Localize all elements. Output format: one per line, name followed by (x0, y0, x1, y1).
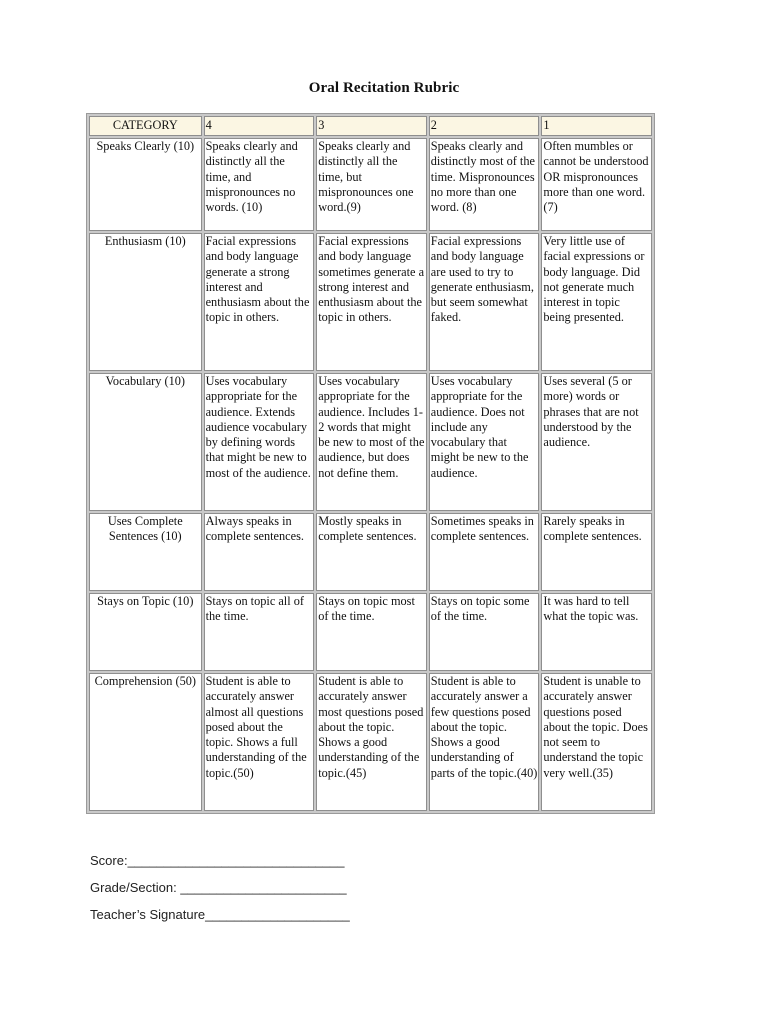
criteria-cell: Stays on topic some of the time. (429, 593, 540, 671)
table-row (89, 593, 652, 671)
criteria-cell: Speaks clearly and distinctly most of the time. Mispronounces no more than one word. (8) (429, 138, 540, 231)
criteria-cell: Facial expressions and body language generate a strong interest and enthusiasm about the topic in others. (204, 233, 315, 371)
criteria-cell: Always speaks in complete sentences. (204, 513, 315, 591)
table-header-row (89, 116, 652, 136)
criteria-cell: Sometimes speaks in complete sentences. (429, 513, 540, 591)
criteria-cell: Facial expressions and body language are used to try to generate enthusiasm, but seem somewhat faked. (429, 233, 540, 371)
category-cell: Stays on Topic (10) (89, 593, 202, 671)
table-row (89, 373, 652, 511)
criteria-cell: Very little use of facial expressions or body language. Did not generate much interest in topic being presented. (541, 233, 652, 371)
criteria-cell: Speaks clearly and distinctly all the time, and mispronounces no words. (10) (204, 138, 315, 231)
category-cell: Enthusiasm (10) (89, 233, 202, 371)
criteria-cell: Uses vocabulary appropriate for the audience. Does not include any vocabulary that might be new to the audience. (429, 373, 540, 511)
criteria-cell: Facial expressions and body language sometimes generate a strong interest and enthusiasm about the topic in others. (316, 233, 427, 371)
page-title: Oral Recitation Rubric (308, 80, 460, 96)
criteria-cell: Uses vocabulary appropriate for the audience. Extends audience vocabulary by defining words that might be new to most of the audience. (204, 373, 315, 511)
column-header: 1 (541, 116, 652, 136)
criteria-cell: Student is unable to accurately answer questions posed about the topic. Does not seem to understand the topic very well.(35) (541, 673, 652, 811)
criteria-cell: Mostly speaks in complete sentences. (316, 513, 427, 591)
criteria-cell: Student is able to accurately answer almost all questions posed about the topic. Shows a full understanding of the topic.(50) (204, 673, 315, 811)
criteria-cell: It was hard to tell what the topic was. (541, 593, 652, 671)
criteria-cell: Rarely speaks in complete sentences. (541, 513, 652, 591)
table-row (89, 233, 652, 371)
category-cell: Comprehension (50) (89, 673, 202, 811)
table-row (89, 513, 652, 591)
criteria-cell: Uses several (5 or more) words or phrases that are not understood by the audience. (541, 373, 652, 511)
column-header: 4 (204, 116, 315, 136)
criteria-cell: Speaks clearly and distinctly all the time, but mispronounces one word.(9) (316, 138, 427, 231)
column-header: 3 (316, 116, 427, 136)
table-row (89, 138, 652, 231)
grade-section-line: Grade/Section: _______________________ (90, 880, 347, 895)
criteria-cell: Student is able to accurately answer a few questions posed about the topic. Shows a good understanding of parts of the topic.(40) (429, 673, 540, 811)
teacher-signature-line: Teacher’s Signature____________________ (90, 907, 350, 922)
criteria-cell: Uses vocabulary appropriate for the audience. Includes 1-2 words that might be new to most of the audience, but does not define them. (316, 373, 427, 511)
column-header: 2 (429, 116, 540, 136)
category-cell: Vocabulary (10) (89, 373, 202, 511)
criteria-cell: Stays on topic most of the time. (316, 593, 427, 671)
rubric-table (86, 113, 655, 814)
column-header: CATEGORY (89, 116, 202, 136)
score-line: Score:______________________________ (90, 853, 345, 868)
category-cell: Uses Complete Sentences (10) (89, 513, 202, 591)
criteria-cell: Often mumbles or cannot be understood OR mispronounces more than one word.(7) (541, 138, 652, 231)
category-cell: Speaks Clearly (10) (89, 138, 202, 231)
criteria-cell: Student is able to accurately answer most questions posed about the topic. Shows a good understanding of the topic.(45) (316, 673, 427, 811)
criteria-cell: Stays on topic all of the time. (204, 593, 315, 671)
table-row (89, 673, 652, 811)
